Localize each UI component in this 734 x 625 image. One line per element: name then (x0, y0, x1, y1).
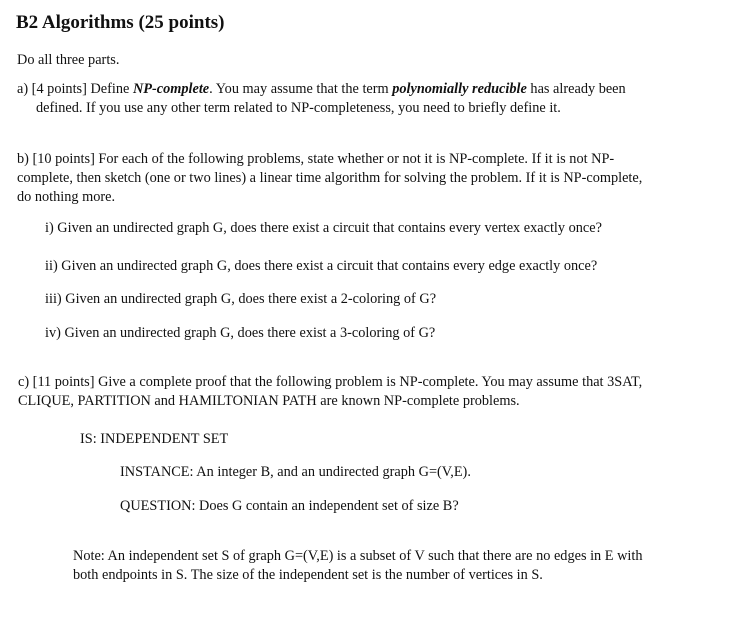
part-a-prefix: a) [4 points] Define (17, 81, 133, 97)
part-b (17, 150, 722, 207)
part-a-suffix: has already been (526, 81, 626, 97)
part-a (17, 80, 717, 118)
part-a-middle: . You may assume that the term (209, 81, 393, 97)
problem-instance: INSTANCE: An integer B, and an undirected graph G=(V,E). (120, 464, 471, 480)
problem-question: QUESTION: Does G contain an independent set of size B? (120, 498, 459, 514)
part-c-line-1: c) [11 points] Give a complete proof that the following problem is NP-complete. You may assume that 3SAT, (18, 374, 643, 390)
note-line-1: Note: An independent set S of graph G=(V,E) is a subset of V such that there are no edges in E with (73, 548, 643, 564)
part-b-item-iii: iii) Given an undirected graph G, does there exist a 2-coloring of G? (45, 291, 437, 307)
part-a-line-1 (17, 80, 717, 99)
part-b-item-ii: ii) Given an undirected graph G, does there exist a circuit that contains every edge exactly once? (45, 258, 598, 274)
term-polynomially-reducible: polynomially reducible (392, 81, 527, 97)
instructions: Do all three parts. (17, 52, 120, 68)
part-b-line-2: complete, then sketch (one or two lines) a linear time algorithm for solving the problem. If it is NP-complete, (17, 170, 643, 186)
part-b-line-1: b) [10 points] For each of the following problems, state whether or not it is NP-complete. If it is not NP- (17, 151, 615, 167)
part-b-item-i: i) Given an undirected graph G, does there exist a circuit that contains every vertex exactly once? (45, 220, 602, 236)
part-b-line-3: do nothing more. (17, 189, 116, 205)
part-c-line-2: CLIQUE, PARTITION and HAMILTONIAN PATH are known NP-complete problems. (18, 393, 520, 409)
note-line-2: both endpoints in S. The size of the independent set is the number of vertices in S. (73, 567, 543, 583)
part-c (18, 373, 723, 411)
part-b-item-iv: iv) Given an undirected graph G, does there exist a 3-coloring of G? (45, 325, 436, 341)
note (73, 547, 723, 585)
term-np-complete: NP-complete (132, 81, 210, 97)
problem-label: IS: INDEPENDENT SET (80, 431, 229, 447)
part-a-line-2: defined. If you use any other term related to NP-completeness, you need to briefly define it. (36, 100, 561, 116)
section-title: B2 Algorithms (25 points) (16, 12, 225, 33)
